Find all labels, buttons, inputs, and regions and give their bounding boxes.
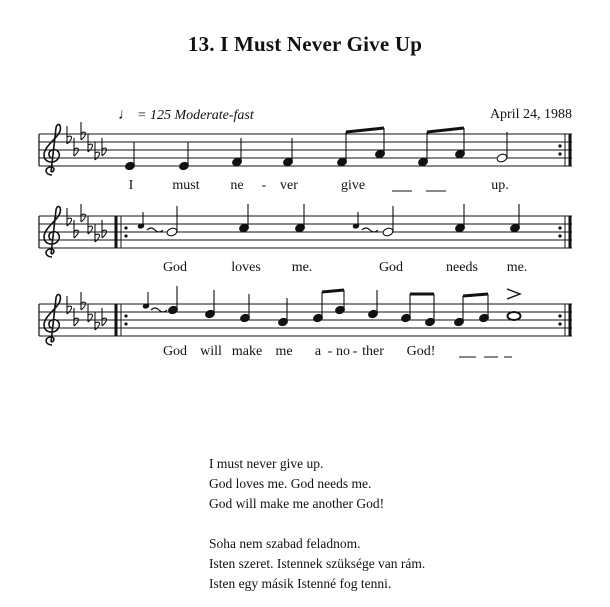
staff-system-3	[39, 304, 572, 336]
staff-system-2	[39, 216, 572, 248]
hungarian-verse	[209, 534, 425, 594]
key-signature-flats	[67, 122, 107, 330]
verse-line: Soha nem szabad feladnom.	[209, 536, 361, 551]
verse-line: Isten szeret. Istennek szüksége van rám.	[209, 556, 426, 571]
song-title: 13. I Must Never Give Up	[187, 32, 423, 56]
lyric-syllable: up.	[491, 178, 509, 193]
verse-line: God will make me another God!	[209, 496, 385, 511]
lyric-syllable: no	[336, 344, 350, 359]
lyric-syllable: me.	[506, 260, 528, 275]
lyric-hyphen: -	[261, 178, 267, 193]
tempo-text: = 125 Moderate-fast	[137, 108, 254, 123]
verse-line: I must never give up.	[209, 456, 324, 471]
notes-system-3	[143, 286, 521, 327]
lyric-syllable: ver	[280, 178, 298, 193]
lyric-syllable: ne	[230, 178, 244, 193]
verse-line: Isten egy másik Istenné fog tenni.	[209, 576, 392, 591]
lyric-hyphen: -	[352, 344, 358, 359]
lyric-syllable: a	[314, 344, 322, 359]
english-verse	[209, 454, 384, 514]
lyric-syllable: give	[340, 178, 366, 193]
staff-system-1	[39, 134, 572, 166]
lyric-syllable: I	[128, 178, 134, 193]
lyric-syllable: make	[231, 344, 263, 359]
lyric-syllable: needs	[446, 260, 478, 275]
quarter-note-icon: ♩	[118, 107, 133, 123]
lyric-hyphen: -	[327, 344, 333, 359]
lyric-syllable: God	[378, 260, 404, 275]
composition-date: April 24, 1988	[489, 107, 572, 122]
lyric-syllable: me.	[291, 260, 313, 275]
lyric-syllable: me	[275, 344, 293, 359]
lyric-syllable: God!	[406, 344, 436, 359]
lyric-syllable: God	[162, 344, 188, 359]
lyric-syllable: ther	[362, 344, 384, 359]
verse-line: God loves me. God needs me.	[209, 476, 372, 491]
lyric-syllable: loves	[231, 260, 261, 275]
lyric-syllable: must	[172, 178, 200, 193]
lyric-syllable: will	[200, 344, 222, 359]
lyric-syllable: God	[162, 260, 188, 275]
